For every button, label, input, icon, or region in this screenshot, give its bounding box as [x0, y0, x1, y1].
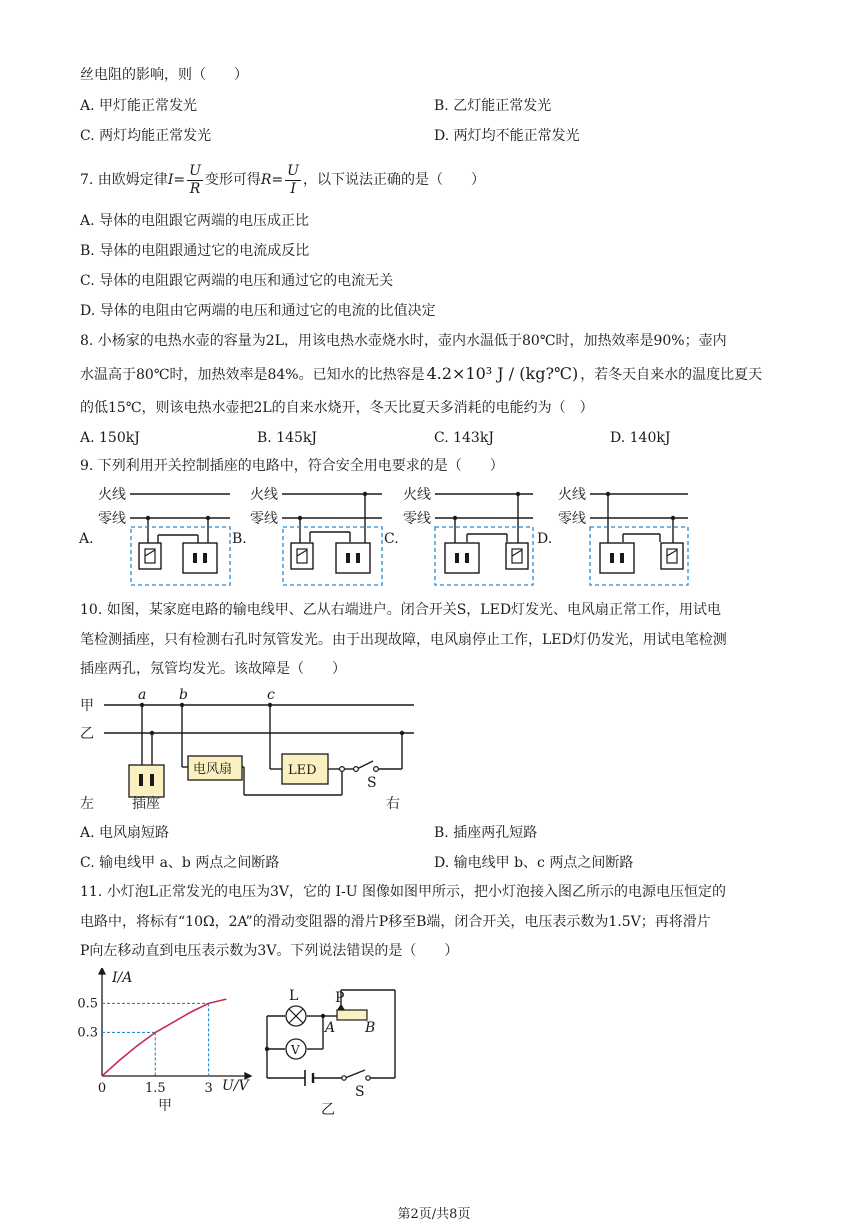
- q6-option-c: C. 两灯均能正常发光: [80, 128, 212, 144]
- q10-line-3: 插座两孔，氖管均发光。该故障是（ ）: [80, 661, 346, 677]
- q8-line-1: 8. 小杨家的电热水壶的容量为2L，用该电热水壶烧水时，壶内水温低于80℃时，加热效率是90%；壶内: [80, 333, 727, 349]
- q10-switch-label: S: [367, 775, 377, 791]
- q10-led-label: LED: [288, 763, 317, 778]
- q10-wire-jia-label: 甲: [80, 698, 94, 714]
- q9-live-label-c: 火线: [403, 487, 431, 503]
- iu-x-tick-0: 0: [97, 1081, 107, 1096]
- q7-fraction2-numerator: U: [287, 162, 299, 179]
- q10-point-a: a: [138, 687, 147, 703]
- q11-end-b-label: B: [365, 1020, 376, 1036]
- q7-option-b: B. 导体的电阻跟通过它的电流成反比: [80, 243, 310, 259]
- q9-option-d-label: D.: [537, 531, 553, 547]
- q10-left-label: 左: [80, 796, 94, 812]
- q11-voltmeter-label: V: [291, 1043, 300, 1057]
- q7-option-c: C. 导体的电阻跟它两端的电压和通过它的电流无关: [80, 273, 394, 289]
- q10-fan-label: 电风扇: [193, 762, 233, 777]
- q8-line-2: [80, 364, 762, 385]
- q10-right-label: 右: [386, 796, 400, 812]
- q7-mid: 变形可得: [204, 172, 261, 188]
- q6-option-a: A. 甲灯能正常发光: [80, 98, 198, 114]
- q7-stem: [80, 160, 485, 200]
- q7-current-symbol: I: [167, 172, 174, 188]
- q8-line-2-end: ，若冬天自来水的温度比夏天: [580, 367, 763, 383]
- q10-point-b: b: [179, 687, 188, 703]
- q7-prefix: 7. 由欧姆定律: [80, 172, 168, 188]
- iu-x-tick-1: 1.5: [144, 1081, 166, 1096]
- q9-neutral-label-c: 零线: [403, 511, 431, 527]
- q9-option-c-label: C.: [384, 531, 399, 547]
- q8-line-3: 的低15℃，则该电热水壶把2L的自来水烧开，冬天比夏天多消耗的电能约为（ ）: [80, 400, 594, 416]
- q11-line-2: 电路中，将标有“10Ω，2A”的滑动变阻器的滑片P移至B端，闭合开关，电压表示数为1.5V；再将滑片: [80, 914, 711, 930]
- q6-option-d: D. 两灯均不能正常发光: [434, 128, 580, 144]
- q9-socket-circuits: [70, 480, 790, 590]
- q11-line-3: P向左移动直到电压表示数为3V。下列说法错误的是（ ）: [80, 943, 459, 959]
- q10-socket-label: 插座: [132, 796, 160, 812]
- q7-resistance-fraction: [285, 163, 301, 198]
- q11-line-1: 11. 小灯泡L正常发光的电压为3V，它的 I-U 图像如图甲所示，把小灯泡接入图乙所示的电源电压恒定的: [80, 884, 726, 900]
- q10-wire-yi-label: 乙: [80, 726, 94, 742]
- q8-option-c: C. 143kJ: [434, 430, 494, 446]
- q10-household-circuit: [72, 685, 432, 815]
- q11-end-a-label: A: [325, 1020, 336, 1036]
- q9-neutral-label-b: 零线: [250, 511, 278, 527]
- iu-ylabel: I/A: [112, 970, 133, 986]
- q10-option-b: B. 插座两孔短路: [434, 825, 538, 841]
- q10-line-1: 10. 如图，某家庭电路的输电线甲、乙从右端进户。闭合开关S，LED灯发光、电风扇正常工作，用试电: [80, 602, 722, 618]
- q10-point-c: c: [267, 687, 275, 703]
- q8-option-a: A. 150kJ: [80, 430, 140, 446]
- q7-option-a: A. 导体的电阻跟它两端的电压成正比: [80, 213, 310, 229]
- q7-ohm-fraction: [187, 163, 203, 198]
- q9-neutral-label-d: 零线: [558, 511, 586, 527]
- q6-option-b: B. 乙灯能正常发光: [434, 98, 552, 114]
- q7-fraction2-denominator: I: [290, 180, 296, 197]
- q10-option-c: C. 输电线甲 a、b 两点之间断路: [80, 855, 280, 871]
- q7-suffix: ，以下说法正确的是（ ）: [302, 172, 485, 188]
- q7-resistance-symbol: R: [260, 172, 272, 188]
- q11-circuit: [255, 980, 415, 1125]
- q11-graph-caption: 甲: [158, 1098, 172, 1114]
- q9-stem: 9. 下列利用开关控制插座的电路中，符合安全用电要求的是（ ）: [80, 458, 504, 474]
- q7-fraction-numerator: U: [189, 162, 201, 179]
- q6-stem-continuation: 丝电阻的影响，则（ ）: [80, 67, 248, 83]
- q7-fraction-denominator: R: [189, 180, 201, 197]
- q7-option-d: D. 导体的电阻由它两端的电压和通过它的电流的比值决定: [80, 303, 436, 319]
- iu-y-tick-1: 0.5: [77, 996, 98, 1012]
- iu-y-arrow: [99, 968, 105, 974]
- q10-line-2: 笔检测插座，只有检测右孔时氖管发光。由于出现故障，电风扇停止工作，LED灯仍发光，用试电笔检测: [80, 632, 727, 648]
- q8-option-d: D. 140kJ: [610, 430, 671, 446]
- q9-neutral-label-a: 零线: [98, 511, 126, 527]
- q7-equals: =: [173, 172, 186, 188]
- q9-live-label-b: 火线: [250, 487, 278, 503]
- q11-slider-label: P: [335, 990, 345, 1006]
- q9-option-a-label: A.: [79, 531, 94, 547]
- q10-option-d: D. 输电线甲 b、c 两点之间断路: [434, 855, 634, 871]
- q9-live-label-a: 火线: [98, 487, 126, 503]
- iu-y-tick-0: 0.3: [77, 1025, 98, 1041]
- q11-iu-graph: [70, 968, 260, 1118]
- page-footer: 第2页/共8页: [397, 1207, 471, 1222]
- q10-option-a: A. 电风扇短路: [80, 825, 170, 841]
- q9-live-label-d: 火线: [558, 487, 586, 503]
- q11-circuit-caption: 乙: [321, 1102, 335, 1118]
- iu-curve: [102, 999, 226, 1076]
- iu-xlabel: U/V: [222, 1078, 249, 1094]
- q9-option-b-label: B.: [232, 531, 247, 547]
- iu-x-tick-2: 3: [204, 1081, 213, 1096]
- q8-line-2-start: 水温高于80℃时，加热效率是84%。已知水的比热容是: [80, 367, 425, 383]
- q11-lamp-label: L: [289, 988, 299, 1004]
- q11-switch-label: S: [355, 1084, 365, 1100]
- q7-equals-2: =: [271, 172, 284, 188]
- q8-specific-heat-formula: 4.2×10³ J / (kg?℃): [426, 364, 579, 383]
- q8-option-b: B. 145kJ: [257, 430, 318, 446]
